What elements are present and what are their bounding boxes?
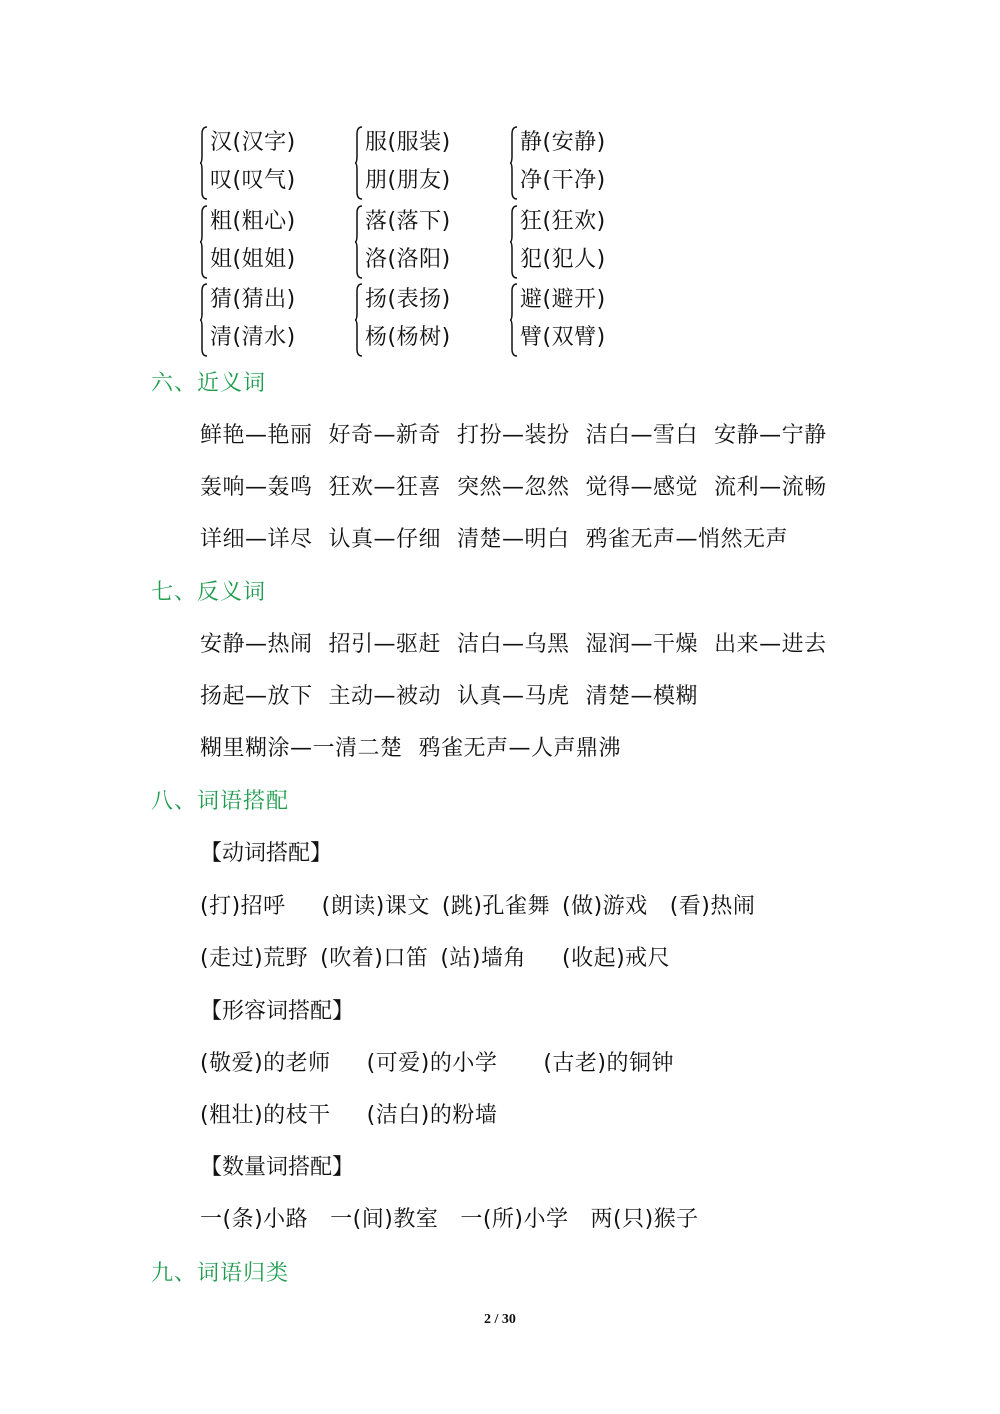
left-brace-icon (510, 283, 518, 357)
pair-word-top: 狂(狂欢) (520, 209, 606, 234)
collocation-item: (走过)荒野 (200, 946, 309, 971)
synonym-item: 轰响—轰鸣 (200, 475, 313, 500)
verb-collocation-label: 【动词搭配】 (200, 841, 333, 866)
synonym-item: 鲜艳—艳丽 (200, 423, 313, 448)
adjective-row-2 (200, 1098, 513, 1134)
quantifier-row-1 (200, 1202, 715, 1238)
collocation-item: (收起)戒尺 (562, 946, 671, 971)
synonym-item: 好奇—新奇 (328, 423, 442, 448)
pair-word-top: 猜(猜出) (210, 287, 296, 312)
collocation-item: 一(条)小路 (200, 1207, 309, 1232)
antonym-item: 安静—热闹 (200, 632, 313, 657)
synonym-item: 突然—忽然 (457, 475, 570, 500)
synonym-row-1 (200, 418, 843, 454)
character-pair (200, 124, 330, 204)
synonym-item: 流利—流畅 (714, 475, 827, 500)
left-brace-icon (200, 205, 208, 279)
pair-word-top: 落(落下) (365, 209, 451, 234)
antonym-row-2 (200, 679, 714, 715)
character-pair (510, 203, 640, 283)
synonym-row-2 (200, 470, 843, 506)
verb-row-2 (200, 941, 686, 977)
pair-word-top: 静(安静) (520, 130, 606, 155)
collocation-item: (吹着)口笛 (320, 946, 429, 971)
antonym-item: 湿润—干燥 (585, 632, 699, 657)
section-8-title: 八、词语搭配 (151, 789, 290, 814)
character-pair (355, 281, 485, 361)
pair-word-bottom: 杨(杨树) (365, 325, 451, 350)
antonym-item: 认真—马虎 (457, 684, 570, 709)
synonym-item: 详细—详尽 (200, 527, 313, 552)
synonym-item: 清楚—明白 (457, 527, 570, 552)
antonym-row-3 (200, 731, 637, 767)
antonym-item: 扬起—放下 (200, 684, 313, 709)
section-6-title: 六、近义词 (151, 371, 267, 396)
left-brace-icon (355, 283, 363, 357)
synonym-item: 打扮—装扮 (457, 423, 570, 448)
collocation-item: (洁白)的粉墙 (366, 1103, 498, 1128)
section-9-title: 九、词语归类 (151, 1261, 290, 1286)
left-brace-icon (200, 283, 208, 357)
pair-word-bottom: 净(干净) (520, 168, 606, 193)
character-pair (200, 281, 330, 361)
synonym-item: 安静—宁静 (714, 423, 827, 448)
left-brace-icon (355, 205, 363, 279)
pair-word-top: 粗(粗心) (210, 209, 296, 234)
verb-row-1 (200, 889, 771, 925)
synonym-row-3 (200, 522, 804, 558)
left-brace-icon (510, 205, 518, 279)
adjective-collocation-label: 【形容词搭配】 (200, 999, 355, 1024)
character-pair (510, 281, 640, 361)
left-brace-icon (510, 126, 518, 200)
pair-word-top: 汉(汉字) (210, 130, 296, 155)
left-brace-icon (355, 126, 363, 200)
synonym-item: 鸦雀无声—悄然无声 (585, 527, 789, 552)
character-pair (510, 124, 640, 204)
synonym-item: 狂欢—狂喜 (328, 475, 442, 500)
antonym-item: 出来—进去 (714, 632, 827, 657)
pair-word-bottom: 朋(朋友) (365, 168, 451, 193)
synonym-item: 洁白—雪白 (585, 423, 699, 448)
antonym-row-1 (200, 627, 843, 663)
antonym-item: 洁白—乌黑 (457, 632, 570, 657)
collocation-item: (打)招呼 (200, 894, 286, 919)
antonym-item: 清楚—模糊 (585, 684, 699, 709)
pair-word-bottom: 犯(犯人) (520, 247, 606, 272)
antonym-item: 主动—被动 (328, 684, 442, 709)
character-pair (355, 124, 485, 204)
antonym-item: 招引—驱赶 (328, 632, 442, 657)
antonym-item: 糊里糊涂—一清二楚 (200, 736, 403, 761)
collocation-item: (跳)孔雀舞 (441, 894, 551, 919)
synonym-item: 认真—仔细 (328, 527, 442, 552)
page-number: 2 / 30 (484, 1312, 516, 1327)
collocation-item: (可爱)的小学 (366, 1051, 498, 1076)
pair-word-bottom: 清(清水) (210, 325, 296, 350)
character-pair (355, 203, 485, 283)
pair-word-bottom: 姐(姐姐) (210, 247, 296, 272)
collocation-item: (粗壮)的枝干 (200, 1103, 331, 1128)
collocation-item: (做)游戏 (562, 894, 648, 919)
collocation-item: (朗读)课文 (321, 894, 430, 919)
pair-word-bottom: 洛(洛阳) (365, 247, 451, 272)
collocation-item: (敬爱)的老师 (200, 1051, 331, 1076)
section-7-title: 七、反义词 (151, 580, 267, 605)
antonym-item: 鸦雀无声—人声鼎沸 (418, 736, 622, 761)
collocation-item: (看)热闹 (669, 894, 756, 919)
collocation-item: (古老)的铜钟 (543, 1051, 675, 1076)
character-pair (200, 203, 330, 283)
collocation-item: 两(只)猴子 (590, 1207, 699, 1232)
adjective-row-1 (200, 1046, 690, 1082)
collocation-item: 一(所)小学 (460, 1207, 569, 1232)
left-brace-icon (200, 126, 208, 200)
synonym-item: 觉得—感觉 (585, 475, 699, 500)
pair-word-bottom: 臂(双臂) (520, 325, 606, 350)
quantifier-collocation-label: 【数量词搭配】 (200, 1155, 355, 1180)
pair-word-top: 避(避开) (520, 287, 606, 312)
pair-word-top: 扬(表扬) (365, 287, 451, 312)
pair-word-top: 服(服装) (365, 130, 451, 155)
collocation-item: 一(间)教室 (330, 1207, 439, 1232)
pair-word-bottom: 叹(叹气) (210, 168, 296, 193)
collocation-item: (站)墙角 (440, 946, 527, 971)
